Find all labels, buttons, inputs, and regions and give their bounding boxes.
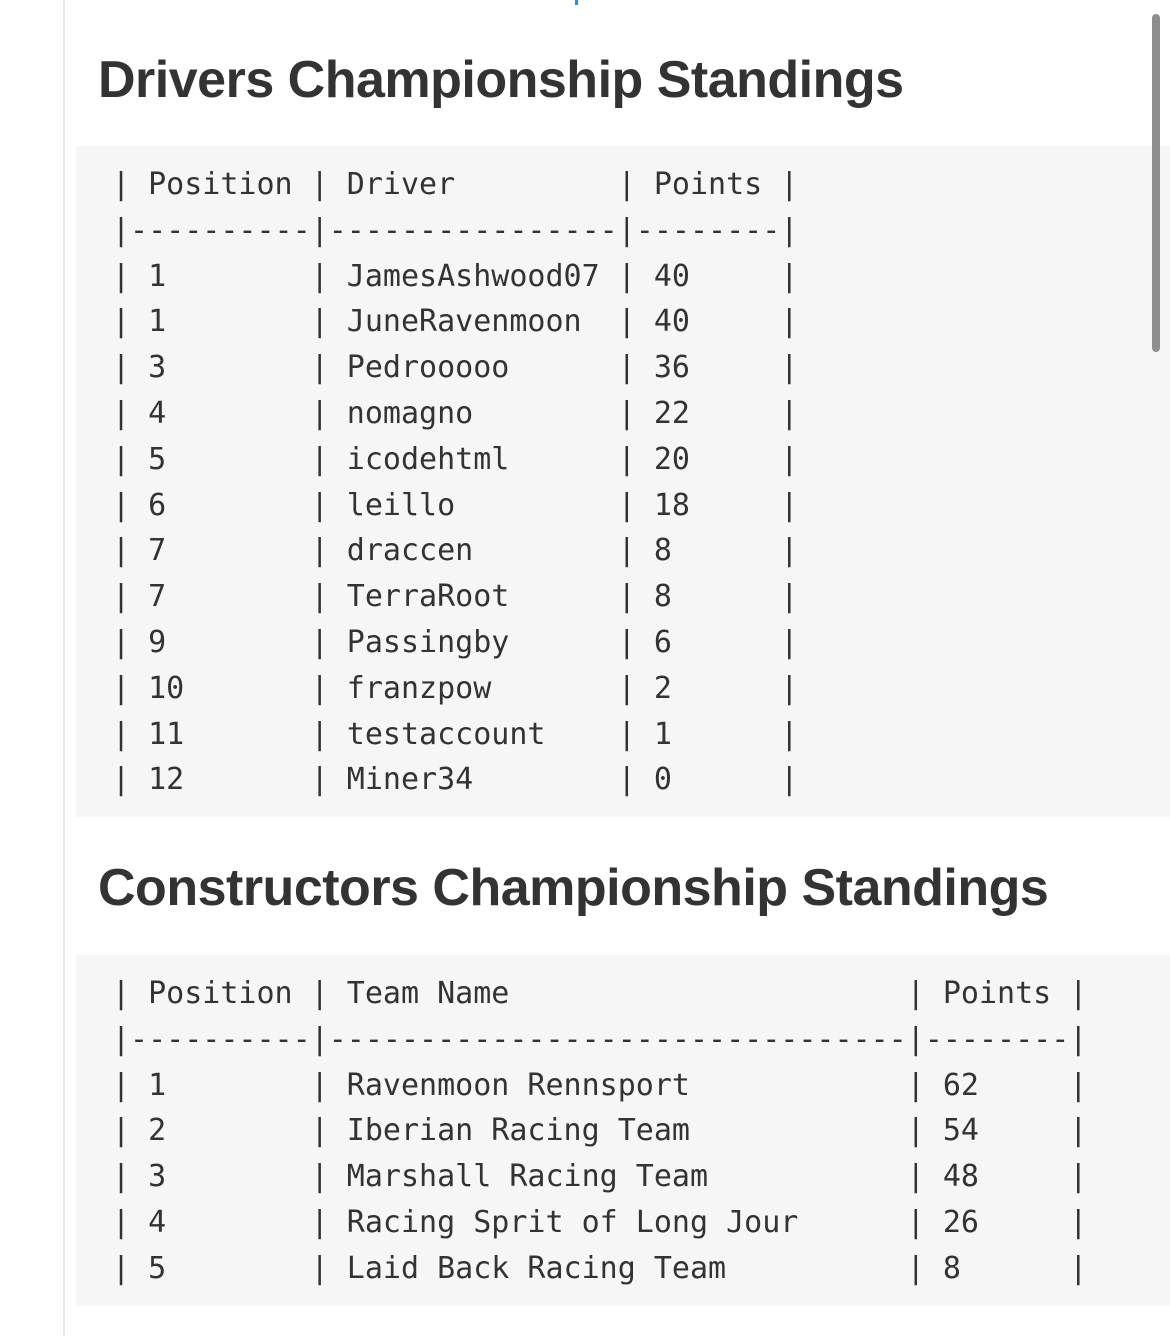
drivers-heading: Drivers Championship Standings [98,51,904,109]
drivers-table-row: | 11 | testaccount | 1 | [112,716,799,752]
drivers-table-row: | 3 | Pedrooooo | 36 | [112,350,799,386]
drivers-table-row: | 6 | leillo | 18 | [112,487,799,523]
drivers-table-row: | 7 | draccen | 8 | [112,533,799,569]
constructors-heading: Constructors Championship Standings [98,859,1049,917]
constructors-table-row: | 3 | Marshall Racing Team | 48 | [112,1159,1088,1195]
drivers-table-row: | 1 | JuneRavenmoon | 40 | [112,304,799,340]
drivers-table-row: | 5 | icodehtml | 20 | [112,441,799,477]
left-border [63,0,65,1336]
drivers-table-separator: |----------|----------------|--------| [112,212,799,248]
constructors-table [112,971,1087,1292]
constructors-table-header: | Position | Team Name | Points | [112,976,1088,1011]
constructors-table-separator: |----------|--------------------------------|--------| [112,1021,1088,1057]
constructors-table-row: | 5 | Laid Back Racing Team | 8 | [112,1250,1088,1286]
drivers-table-row: | 12 | Miner34 | 0 | [112,762,799,798]
drivers-table-row: | 9 | Passingby | 6 | [112,624,799,660]
constructors-code-block [76,955,1170,1306]
drivers-table-row: | 1 | JamesAshwood07 | 40 | [112,258,799,294]
drivers-table-row: | 10 | franzpow | 2 | [112,670,799,706]
scrollbar-thumb[interactable] [1152,14,1160,352]
constructors-table-row: | 4 | Racing Sprit of Long Jour | 26 | [112,1204,1088,1240]
drivers-table-row: | 7 | TerraRoot | 8 | [112,579,799,615]
drivers-table-header: | Position | Driver | Points | [112,167,799,202]
top-link-fragment [575,0,578,5]
constructors-table-row: | 1 | Ravenmoon Rennsport | 62 | [112,1067,1088,1103]
constructors-table-row: | 2 | Iberian Racing Team | 54 | [112,1113,1088,1149]
drivers-table-row: | 4 | nomagno | 22 | [112,395,799,431]
drivers-table [112,162,798,803]
drivers-code-block [76,146,1170,817]
